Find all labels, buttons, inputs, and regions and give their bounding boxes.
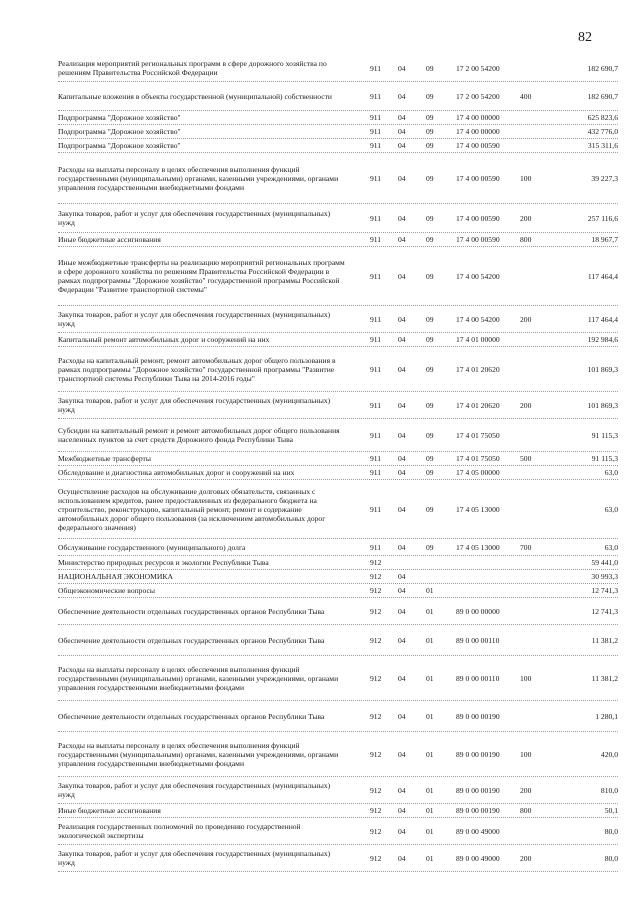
row-article: 17 4 00 00590 bbox=[456, 213, 500, 223]
row-sum: 101 869,3 bbox=[587, 364, 618, 374]
row-name: Подпрограмма "Дорожное хозяйство" bbox=[58, 127, 181, 136]
row-article: 17 4 05 00000 bbox=[456, 468, 500, 477]
row-section: 04 bbox=[398, 173, 406, 183]
row-code: 911 bbox=[370, 91, 382, 101]
row-article: 17 4 01 20620 bbox=[456, 400, 500, 410]
row-subsection: 01 bbox=[426, 673, 434, 683]
row-section: 04 bbox=[398, 63, 406, 73]
row-code: 911 bbox=[370, 271, 382, 281]
row-article: 17 4 01 75050 bbox=[456, 454, 500, 463]
table-row bbox=[58, 125, 618, 139]
row-sum: 11 381,2 bbox=[591, 635, 618, 645]
row-article: 89 0 00 49000 bbox=[456, 826, 500, 836]
table-row bbox=[58, 570, 618, 584]
row-section: 04 bbox=[398, 504, 406, 514]
row-code: 912 bbox=[370, 572, 382, 581]
row-sum: 315 311,6 bbox=[587, 141, 618, 150]
row-sum: 18 967,7 bbox=[591, 235, 618, 244]
row-expense-type: 700 bbox=[520, 542, 532, 552]
table-row bbox=[58, 584, 618, 598]
row-code: 911 bbox=[370, 63, 382, 73]
row-name: Обеспечение деятельности отдельных государственных органов Республики Тыва bbox=[58, 635, 325, 645]
row-name: Обеспечение деятельности отдельных государственных органов Республики Тыва bbox=[58, 606, 325, 616]
row-code: 911 bbox=[370, 364, 382, 374]
row-expense-type: 800 bbox=[520, 235, 532, 244]
row-expense-type: 200 bbox=[520, 213, 532, 223]
row-expense-type: 200 bbox=[520, 785, 532, 795]
row-section: 04 bbox=[398, 127, 406, 136]
row-article: 89 0 00 00110 bbox=[456, 673, 500, 683]
row-code: 912 bbox=[370, 785, 382, 795]
row-subsection: 01 bbox=[426, 749, 434, 759]
row-expense-type: 500 bbox=[520, 454, 532, 463]
row-sum: 63,0 bbox=[604, 504, 618, 514]
table-row bbox=[58, 732, 618, 777]
row-code: 912 bbox=[370, 806, 382, 815]
row-sum: 59 441,0 bbox=[591, 558, 618, 567]
row-sum: 192 984,6 bbox=[587, 335, 618, 344]
table-row bbox=[58, 247, 618, 306]
row-name: Расходы на выплаты персоналу в целях обеспечения выполнения функций государственными (муниципальными) органами, казенными учреждениями, органами управления государственными внебюджетными фондами bbox=[58, 740, 339, 768]
row-subsection: 01 bbox=[426, 586, 434, 595]
row-article: 89 0 00 00190 bbox=[456, 749, 500, 759]
row-subsection: 09 bbox=[426, 430, 434, 440]
table-row bbox=[58, 656, 618, 701]
row-code: 911 bbox=[370, 127, 382, 136]
row-name: Капитальный ремонт автомобильных дорог и сооружений на них bbox=[58, 335, 270, 344]
row-section: 04 bbox=[398, 335, 406, 344]
row-name: Обследование и диагностика автомобильных дорог и сооружений на них bbox=[58, 468, 295, 477]
row-article: 17 4 00 00000 bbox=[456, 113, 500, 122]
row-article: 17 4 00 00000 bbox=[456, 127, 500, 136]
table-row bbox=[58, 347, 618, 392]
row-section: 04 bbox=[398, 235, 406, 244]
row-code: 911 bbox=[370, 454, 382, 463]
row-article: 89 0 00 00190 bbox=[456, 806, 500, 815]
row-subsection: 09 bbox=[426, 127, 434, 136]
row-subsection: 09 bbox=[426, 454, 434, 463]
row-expense-type: 200 bbox=[520, 314, 532, 324]
row-section: 04 bbox=[398, 606, 406, 616]
row-name: Общеэкономические вопросы bbox=[58, 586, 155, 595]
row-subsection: 09 bbox=[426, 335, 434, 344]
row-section: 04 bbox=[398, 141, 406, 150]
row-sum: 91 115,3 bbox=[591, 430, 618, 440]
row-name: Иные бюджетные ассигнования bbox=[58, 235, 161, 244]
row-name: Закупка товаров, работ и услуг для обеспечения государственных (муниципальных) нужд bbox=[58, 396, 331, 414]
table-row bbox=[58, 625, 618, 656]
row-subsection: 01 bbox=[426, 606, 434, 616]
row-name: Расходы на выплаты персоналу в целях обеспечения выполнения функций государственными (муниципальными) органами, казенными учреждениями, органами управления государственными внебюджетными фондами bbox=[58, 664, 339, 692]
row-subsection: 09 bbox=[426, 141, 434, 150]
row-sum: 80,0 bbox=[604, 826, 618, 836]
row-code: 911 bbox=[370, 113, 382, 122]
row-name: Реализация мероприятий региональных программ в сфере дорожного хозяйства по решениям Правительства Российской Федерации bbox=[58, 59, 327, 77]
row-sum: 50,1 bbox=[604, 806, 618, 815]
row-sum: 39 227,3 bbox=[591, 173, 618, 183]
row-name: Обслуживание государственного (муниципального) долга bbox=[58, 542, 246, 552]
row-sum: 182 690,7 bbox=[587, 91, 618, 101]
row-subsection: 09 bbox=[426, 113, 434, 122]
row-sum: 117 464,4 bbox=[587, 271, 618, 281]
row-name: Обеспечение деятельности отдельных государственных органов Республики Тыва bbox=[58, 711, 325, 721]
table-row bbox=[58, 233, 618, 247]
row-article: 17 4 00 00590 bbox=[456, 235, 500, 244]
row-section: 04 bbox=[398, 572, 406, 581]
row-code: 912 bbox=[370, 673, 382, 683]
row-subsection: 09 bbox=[426, 271, 434, 281]
row-code: 911 bbox=[370, 141, 382, 150]
row-sum: 257 116,6 bbox=[587, 213, 618, 223]
table-row bbox=[58, 804, 618, 818]
row-section: 04 bbox=[398, 468, 406, 477]
row-section: 04 bbox=[398, 749, 406, 759]
row-subsection: 09 bbox=[426, 173, 434, 183]
row-name: Подпрограмма "Дорожное хозяйство" bbox=[58, 113, 181, 122]
row-code: 911 bbox=[370, 173, 382, 183]
row-section: 04 bbox=[398, 430, 406, 440]
row-article: 17 4 00 54200 bbox=[456, 314, 500, 324]
row-section: 04 bbox=[398, 673, 406, 683]
row-sum: 420,0 bbox=[600, 749, 618, 759]
row-article: 17 4 01 00000 bbox=[456, 335, 500, 344]
row-expense-type: 400 bbox=[520, 91, 532, 101]
table-row bbox=[58, 818, 618, 845]
table-row bbox=[58, 139, 618, 153]
row-name: Капитальные вложения в объекты государственной (муниципальной) собственности bbox=[58, 91, 332, 101]
row-name: Реализация государственных полномочий по проведению государственной экологической экспертизы bbox=[58, 822, 301, 840]
row-code: 912 bbox=[370, 711, 382, 721]
row-subsection: 01 bbox=[426, 806, 434, 815]
row-code: 911 bbox=[370, 335, 382, 344]
row-code: 912 bbox=[370, 749, 382, 759]
row-section: 04 bbox=[398, 271, 406, 281]
table-row bbox=[58, 153, 618, 204]
row-name: Закупка товаров, работ и услуг для обеспечения государственных (муниципальных) нужд bbox=[58, 781, 331, 799]
row-subsection: 09 bbox=[426, 400, 434, 410]
row-article: 17 4 05 13000 bbox=[456, 542, 500, 552]
row-subsection: 09 bbox=[426, 213, 434, 223]
row-article: 89 0 00 00000 bbox=[456, 606, 500, 616]
row-sum: 117 464,4 bbox=[587, 314, 618, 324]
row-subsection: 09 bbox=[426, 314, 434, 324]
row-code: 912 bbox=[370, 635, 382, 645]
row-name: Осуществление расходов на обслуживание долговых обязательств, связанных с использованием кредитов, ранее предоставленных из федерального бюджета на строительство, реконструкцию, капитальный ремонт, ремонт и содержание автомобильных дорог общего пользования (за исключением автомобильных дорог федерального значения) bbox=[58, 486, 326, 532]
row-code: 912 bbox=[370, 586, 382, 595]
row-article: 89 0 00 00190 bbox=[456, 711, 500, 721]
row-code: 911 bbox=[370, 235, 382, 244]
row-code: 912 bbox=[370, 606, 382, 616]
table-row bbox=[58, 845, 618, 872]
row-name: Расходы на выплаты персоналу в целях обеспечения выполнения функций государственными (муниципальными) органами, казенными учреждениями, органами управления государственными внебюджетными фондами bbox=[58, 164, 339, 192]
table-row bbox=[58, 419, 618, 452]
row-section: 04 bbox=[398, 400, 406, 410]
row-subsection: 01 bbox=[426, 826, 434, 836]
row-name: Закупка товаров, работ и услуг для обеспечения государственных (муниципальных) нужд bbox=[58, 209, 331, 227]
row-section: 04 bbox=[398, 91, 406, 101]
row-name: Иные бюджетные ассигнования bbox=[58, 806, 161, 815]
table-row bbox=[58, 55, 618, 82]
row-code: 911 bbox=[370, 213, 382, 223]
row-name: Закупка товаров, работ и услуг для обеспечения государственных (муниципальных) нужд bbox=[58, 310, 331, 328]
row-name: Субсидии на капитальный ремонт и ремонт автомобильных дорог общего пользования населенных пунктов за счет средств Дорожного фонда Республики Тыва bbox=[58, 426, 340, 444]
row-expense-type: 200 bbox=[520, 853, 532, 863]
row-name: Расходы на капитальный ремонт, ремонт автомобильных дорог общего пользования в рамках подпрограммы "Дорожное хозяйство" государственной программы "Развитие транспортной системы Республики Тыва на 2014-2016 годы" bbox=[58, 355, 336, 383]
row-name: Подпрограмма "Дорожное хозяйство" bbox=[58, 141, 181, 150]
row-sum: 12 741,3 bbox=[591, 586, 618, 595]
row-sum: 63,0 bbox=[604, 542, 618, 552]
row-expense-type: 200 bbox=[520, 400, 532, 410]
row-section: 04 bbox=[398, 635, 406, 645]
row-sum: 432 776,0 bbox=[587, 127, 618, 136]
row-article: 17 4 01 20620 bbox=[456, 364, 500, 374]
row-section: 04 bbox=[398, 364, 406, 374]
row-section: 04 bbox=[398, 113, 406, 122]
row-code: 911 bbox=[370, 504, 382, 514]
row-sum: 182 690,7 bbox=[587, 63, 618, 73]
row-name: Иные межбюджетные трансферты на реализацию мероприятий региональных программ в сфере дорожного хозяйства по решениям Правительства Российской Федерации в рамках подпрограммы "Дорожное хозяйство" государственной программы Российской Федерации "Развитие транспортной системы" bbox=[58, 258, 345, 294]
row-code: 911 bbox=[370, 430, 382, 440]
row-section: 04 bbox=[398, 586, 406, 595]
row-subsection: 09 bbox=[426, 91, 434, 101]
row-article: 89 0 00 49000 bbox=[456, 853, 500, 863]
table-row bbox=[58, 392, 618, 419]
row-article: 89 0 00 00190 bbox=[456, 785, 500, 795]
row-article: 17 2 00 54200 bbox=[456, 63, 500, 73]
row-article: 89 0 00 00110 bbox=[456, 635, 500, 645]
row-sum: 12 741,3 bbox=[591, 606, 618, 616]
row-section: 04 bbox=[398, 711, 406, 721]
row-sum: 1 280,1 bbox=[595, 711, 618, 721]
row-expense-type: 100 bbox=[520, 673, 532, 683]
row-sum: 30 993,3 bbox=[591, 572, 618, 581]
row-article: 17 4 00 00590 bbox=[456, 141, 500, 150]
row-subsection: 01 bbox=[426, 711, 434, 721]
row-subsection: 01 bbox=[426, 785, 434, 795]
table-row bbox=[58, 452, 618, 466]
row-name: Межбюджетные трансферты bbox=[58, 454, 151, 463]
table-row bbox=[58, 111, 618, 125]
row-section: 04 bbox=[398, 213, 406, 223]
budget-table bbox=[58, 55, 618, 872]
table-row bbox=[58, 777, 618, 804]
row-expense-type: 100 bbox=[520, 173, 532, 183]
row-article: 17 2 00 54200 bbox=[456, 91, 500, 101]
row-subsection: 09 bbox=[426, 542, 434, 552]
row-code: 912 bbox=[370, 826, 382, 836]
row-name: Закупка товаров, работ и услуг для обеспечения государственных (муниципальных) нужд bbox=[58, 849, 331, 867]
row-code: 912 bbox=[370, 853, 382, 863]
row-subsection: 09 bbox=[426, 63, 434, 73]
row-section: 04 bbox=[398, 826, 406, 836]
row-article: 17 4 00 54200 bbox=[456, 271, 500, 281]
row-code: 911 bbox=[370, 314, 382, 324]
row-section: 04 bbox=[398, 542, 406, 552]
row-sum: 63,0 bbox=[604, 468, 618, 477]
row-article: 17 4 05 13000 bbox=[456, 504, 500, 514]
row-section: 04 bbox=[398, 853, 406, 863]
row-sum: 91 115,3 bbox=[591, 454, 618, 463]
row-section: 04 bbox=[398, 314, 406, 324]
row-expense-type: 100 bbox=[520, 749, 532, 759]
row-sum: 11 381,2 bbox=[591, 673, 618, 683]
row-expense-type: 800 bbox=[520, 806, 532, 815]
row-subsection: 09 bbox=[426, 504, 434, 514]
table-row bbox=[58, 82, 618, 111]
row-section: 04 bbox=[398, 806, 406, 815]
row-name: НАЦИОНАЛЬНАЯ ЭКОНОМИКА bbox=[58, 572, 173, 581]
row-sum: 80,0 bbox=[604, 853, 618, 863]
row-subsection: 01 bbox=[426, 635, 434, 645]
table-row bbox=[58, 306, 618, 333]
row-code: 911 bbox=[370, 468, 382, 477]
table-row bbox=[58, 466, 618, 480]
row-sum: 625 823,6 bbox=[587, 113, 618, 122]
row-section: 04 bbox=[398, 454, 406, 463]
table-row bbox=[58, 556, 618, 570]
table-row bbox=[58, 333, 618, 347]
row-section: 04 bbox=[398, 785, 406, 795]
row-code: 911 bbox=[370, 542, 382, 552]
row-sum: 810,0 bbox=[600, 785, 618, 795]
row-subsection: 09 bbox=[426, 468, 434, 477]
table-row bbox=[58, 480, 618, 539]
row-code: 911 bbox=[370, 400, 382, 410]
row-subsection: 09 bbox=[426, 364, 434, 374]
row-subsection: 09 bbox=[426, 235, 434, 244]
row-article: 17 4 00 00590 bbox=[456, 173, 500, 183]
row-sum: 101 869,3 bbox=[587, 400, 618, 410]
row-name: Министерство природных ресурсов и экологии Республики Тыва bbox=[58, 558, 269, 567]
page-number: 82 bbox=[578, 30, 592, 45]
table-row bbox=[58, 598, 618, 625]
row-article: 17 4 01 75050 bbox=[456, 430, 500, 440]
table-row bbox=[58, 539, 618, 556]
table-row bbox=[58, 204, 618, 233]
table-row bbox=[58, 701, 618, 732]
row-code: 912 bbox=[370, 558, 382, 567]
row-subsection: 01 bbox=[426, 853, 434, 863]
